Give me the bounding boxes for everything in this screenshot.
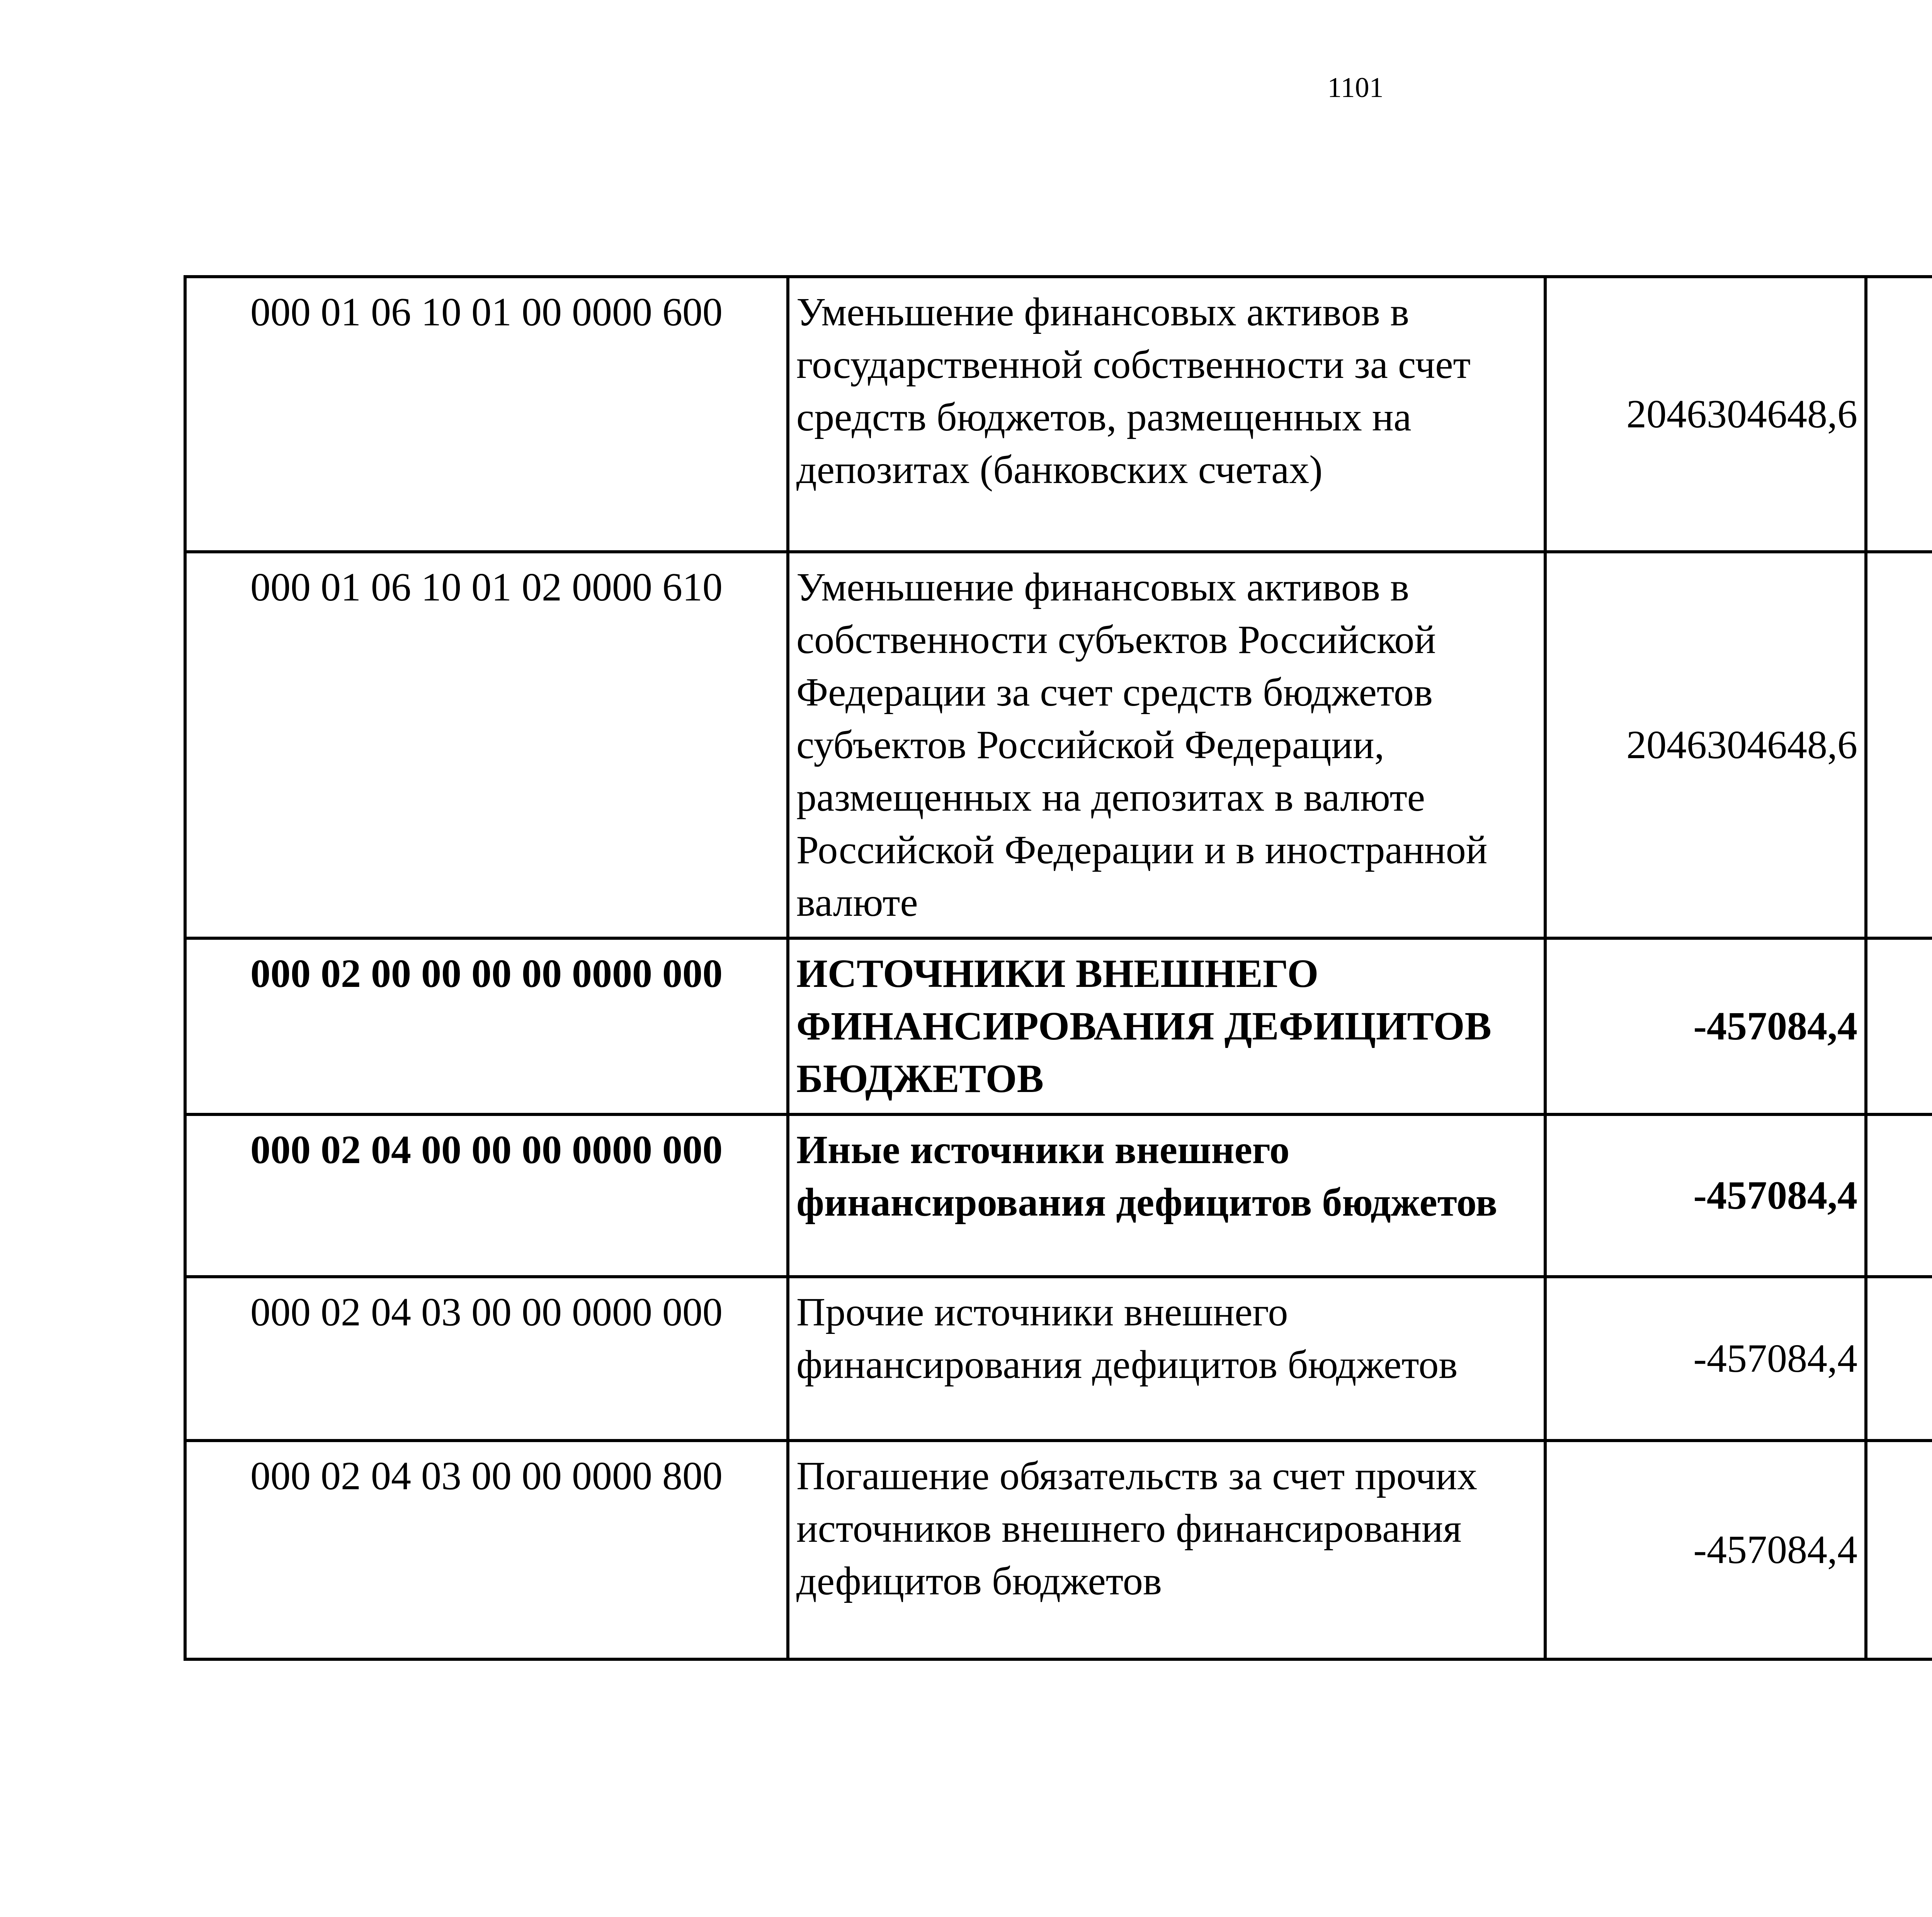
amount-col1: -457084,4 xyxy=(1545,938,1866,1114)
amount-col2 xyxy=(1866,938,1932,1114)
amount-col2 xyxy=(1866,552,1932,938)
table-row xyxy=(185,277,1932,552)
page-number: 1101 xyxy=(1327,72,1384,104)
table-row xyxy=(185,1114,1932,1277)
budget-code: 000 01 06 10 01 02 0000 610 xyxy=(185,552,788,938)
amount-col1: 2046304648,6 xyxy=(1545,552,1866,938)
item-name: Уменьшение финансовых активов в государственной собственности за счет средств бюджетов, размещенных на депозитах (банковских счетах) xyxy=(788,277,1545,552)
budget-code: 000 02 00 00 00 00 0000 000 xyxy=(185,938,788,1114)
table-row xyxy=(185,1277,1932,1441)
amount-col1: 2046304648,6 xyxy=(1545,277,1866,552)
item-name: Погашение обязательств за счет прочих источников внешнего финансирования дефицитов бюджетов xyxy=(788,1441,1545,1659)
budget-sources-table xyxy=(184,275,1932,1661)
table-row xyxy=(185,552,1932,938)
budget-code: 000 01 06 10 01 00 0000 600 xyxy=(185,277,788,552)
item-name: Уменьшение финансовых активов в собственности субъектов Российской Федерации за счет средств бюджетов субъектов Российской Федерации, размещенных на депозитах в валюте Российской Федерации и в иностранной валюте xyxy=(788,552,1545,938)
table-row xyxy=(185,938,1932,1114)
amount-col2 xyxy=(1866,1114,1932,1277)
amount-col2 xyxy=(1866,277,1932,552)
item-name: Прочие источники внешнего финансирования дефицитов бюджетов xyxy=(788,1277,1545,1441)
amount-col1: -457084,4 xyxy=(1545,1277,1866,1441)
item-name: ИСТОЧНИКИ ВНЕШНЕГО ФИНАНСИРОВАНИЯ ДЕФИЦИТОВ БЮДЖЕТОВ xyxy=(788,938,1545,1114)
item-name: Иные источники внешнего финансирования дефицитов бюджетов xyxy=(788,1114,1545,1277)
amount-col1: -457084,4 xyxy=(1545,1441,1866,1659)
budget-code: 000 02 04 03 00 00 0000 000 xyxy=(185,1277,788,1441)
amount-col2 xyxy=(1866,1277,1932,1441)
budget-code: 000 02 04 03 00 00 0000 800 xyxy=(185,1441,788,1659)
budget-code: 000 02 04 00 00 00 0000 000 xyxy=(185,1114,788,1277)
amount-col2 xyxy=(1866,1441,1932,1659)
table-row xyxy=(185,1441,1932,1659)
amount-col1: -457084,4 xyxy=(1545,1114,1866,1277)
